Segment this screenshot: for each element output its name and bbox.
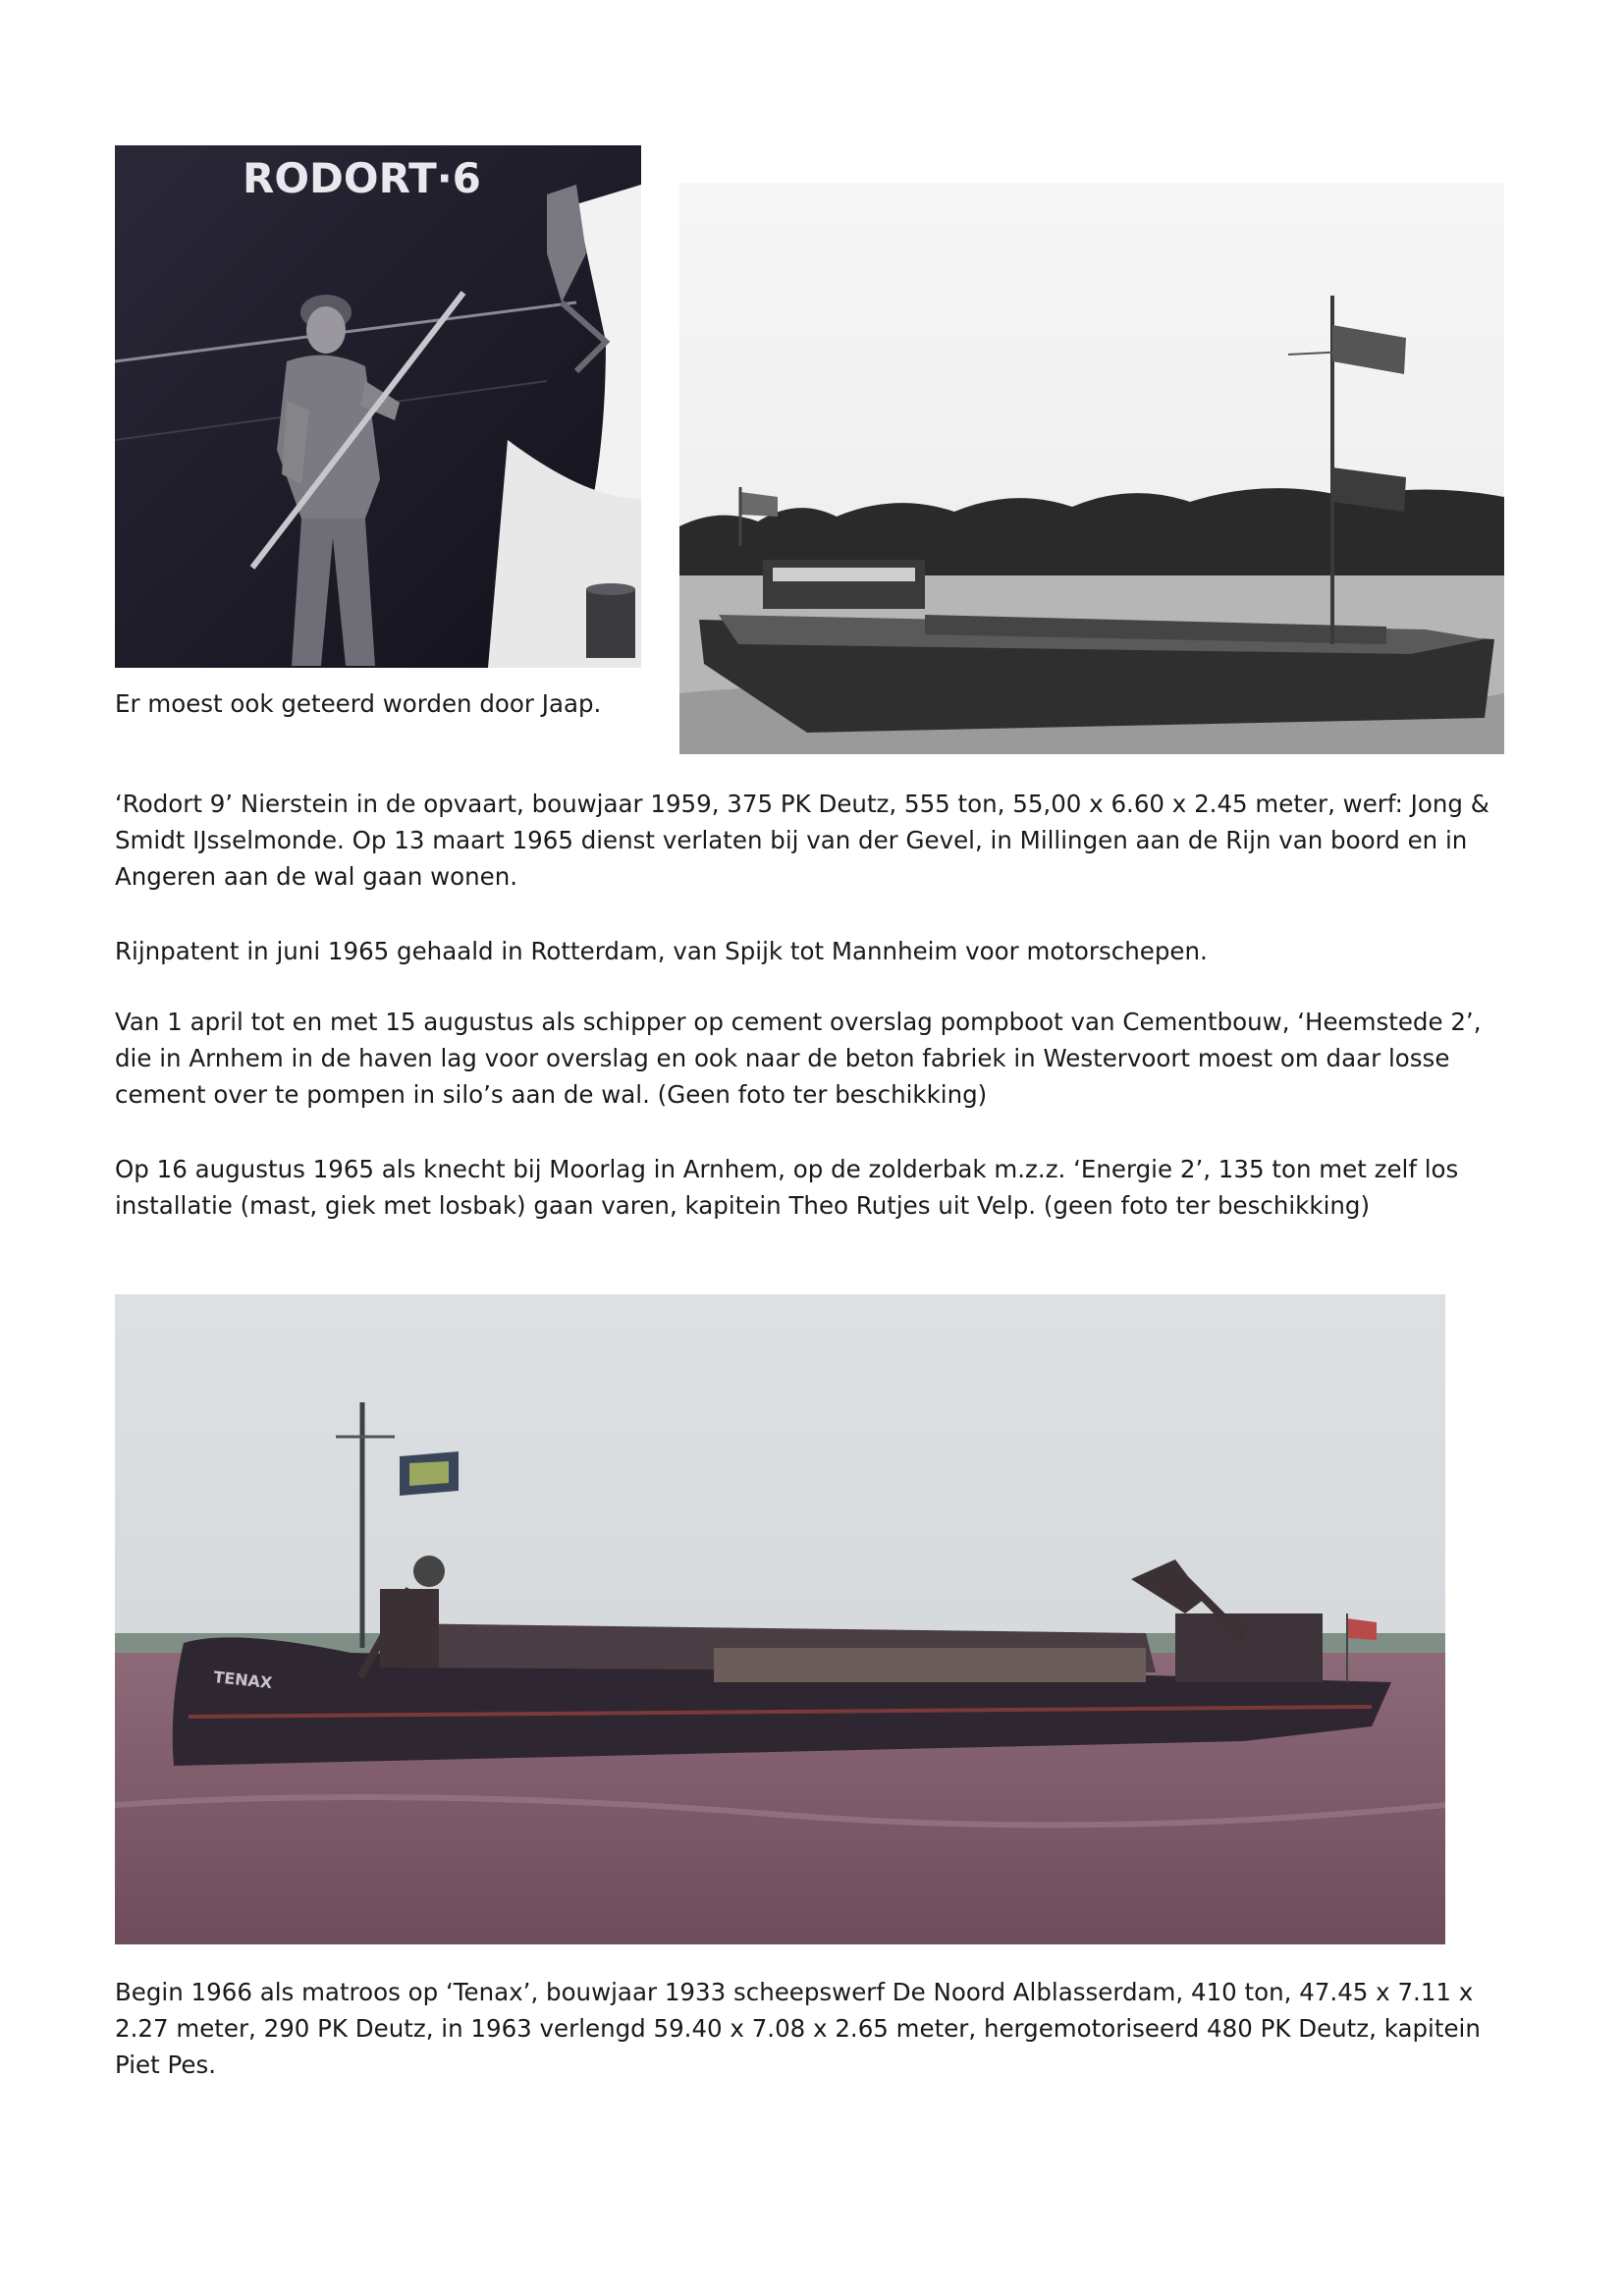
caption-tarring: Er moest ook geteerd worden door Jaap. [115, 689, 602, 718]
photo-rodort-9-river [679, 183, 1504, 754]
hull-lettering-rodort-6: RODORT·6 [243, 154, 481, 202]
photo-rodort-9-image [679, 183, 1504, 754]
photo-tenax [115, 1294, 1445, 1944]
hull-lettering-tenax: TENAX [212, 1667, 274, 1693]
photo-rodort-6-tarring [115, 145, 641, 668]
paragraph-energie-2: Op 16 augustus 1965 als knecht bij Moorlag in Arnhem, op de zolderbak m.z.z. ‘Energie 2’, 135 ton met zelf los installatie (mast, giek met losbak) gaan varen, kapitein Theo Rutjes uit Velp. (geen foto ter beschikking) [115, 1155, 1459, 1220]
paragraph-heemstede-2: Van 1 april tot en met 15 augustus als schipper op cement overslag pompboot van Cementbouw, ‘Heemstede 2’, die in Arnhem in de haven lag voor overslag en ook naar de beton fabriek in Westervoort moest om daar losse cement over te pompen in silo’s aan de wal. (Geen foto ter beschikking) [115, 1008, 1482, 1109]
photo-tenax-image [115, 1294, 1445, 1944]
paragraph-rodort-9: ‘Rodort 9’ Nierstein in de opvaart, bouwjaar 1959, 375 PK Deutz, 555 ton, 55,00 x 6.60 x 2.45 meter, werf: Jong & Smidt IJsselmonde. Op 13 maart 1965 dienst verlaten bij van der Gevel, in Millingen aan de Rijn van boord en in Angeren aan de wal gaan wonen. [115, 790, 1489, 891]
caption-tenax: Begin 1966 als matroos op ‘Tenax’, bouwjaar 1933 scheepswerf De Noord Alblasserdam, 410 ton, 47.45 x 7.11 x 2.27 meter, 290 PK Deutz, in 1963 verlengd 59.40 x 7.08 x 2.65 meter, hergemotoriseerd 480 PK Deutz, kapitein Piet Pes. [115, 1978, 1481, 2079]
photo-rodort-6-image [115, 145, 641, 668]
paragraph-rijnpatent: Rijnpatent in juni 1965 gehaald in Rotterdam, van Spijk tot Mannheim voor motorschepen. [115, 937, 1208, 965]
